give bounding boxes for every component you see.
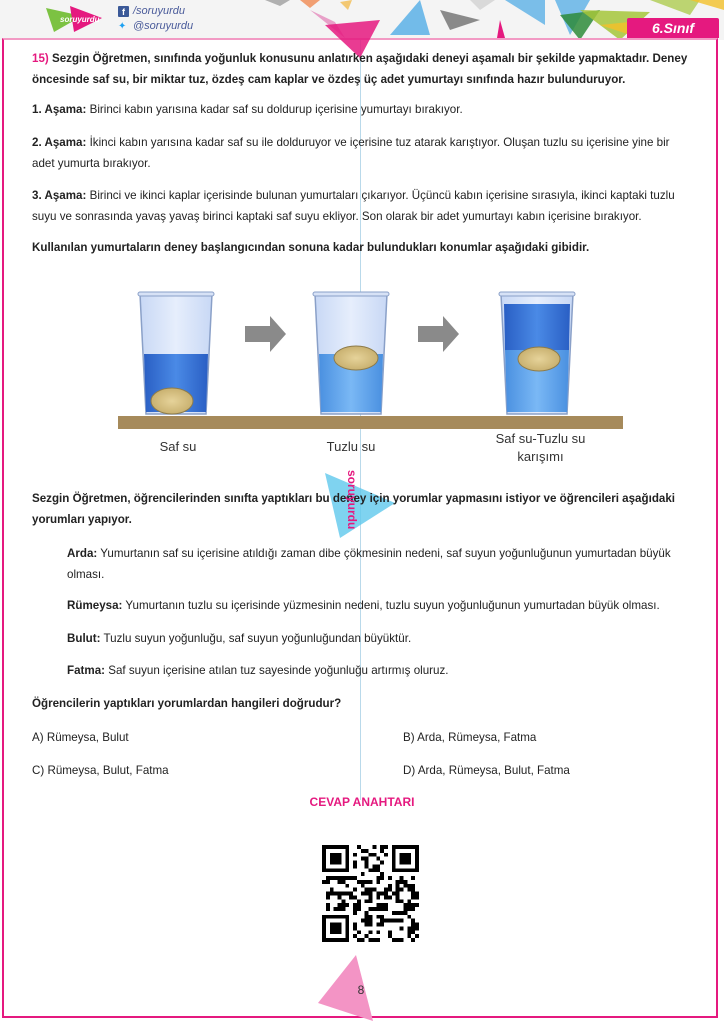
stage-text: Birinci ve ikinci kaplar içerisinde bulunan yumurtaları çıkarıyor. Üçüncü kabın içerisine sırasıyla, ikinci kaptaki tuzlu suyu ve sonrasında yavaş yavaş birinci kaptaki saf suyu ekliyor. Son olarak bir adet yumurtayı kabın içerisine bırakıyor. — [32, 189, 675, 223]
student-name: Rümeysa: — [67, 599, 123, 612]
egg-floating — [334, 346, 378, 370]
stage-3 — [32, 185, 697, 227]
experiment-figure — [118, 290, 628, 470]
shelf — [118, 416, 623, 429]
soruyurdu-logo — [36, 4, 106, 34]
label-mixture-line2: karışımı — [517, 449, 564, 464]
twitter-icon: ✦ — [118, 20, 127, 32]
twitter-link[interactable] — [118, 19, 193, 34]
request-statement: Sezgin Öğretmen, öğrencilerinden sınıfta yaptıkları bu deney için yorumlar yapmasını istiyor ve öğrencileri aşağıdaki yorumları yapıyor. — [32, 492, 676, 526]
stage-label: 2. Aşama: — [32, 136, 87, 149]
arrow-icon — [418, 316, 459, 352]
question-prompt: Öğrencilerin yaptıkları yorumlardan hangileri doğrudur? — [32, 697, 342, 710]
twitter-handle: @soruyurdu — [133, 20, 194, 32]
intro-text: Sezgin Öğretmen, sınıfında yoğunluk konusunu anlatırken aşağıdaki deneyi aşamalı bir şekilde yapmaktadır. Deney öncesinde saf su, bir miktar tuz, özdeş cam kaplar ve özdeş üç adet yumurtayı sınıfında hazır bulunduruyor. — [32, 52, 688, 86]
answer-key-label: CEVAP ANAHTARI — [309, 795, 415, 809]
comment-text: Tuzlu suyun yoğunluğu, saf suyun yoğunluğundan büyüktür. — [100, 632, 412, 645]
label-mixture-line1: Saf su-Tuzlu su — [495, 431, 586, 446]
facebook-handle: /soruyurdu — [133, 5, 185, 17]
page-number: 8 — [357, 983, 365, 997]
stage-text: İkinci kabın yarısına kadar saf su ile dolduruyor ve içerisine tuz atarak karıştıyor. Oluşan tuzlu su içerisine yine bir adet yumurta bırakıyor. — [32, 136, 670, 170]
watermark: soruyurdu — [345, 470, 359, 530]
comment-text: Yumurtanın saf su içerisine atıldığı zaman dibe çökmesinin nedeni, saf suyun yoğunluğunun yumurtadan büyük olması. — [67, 547, 671, 581]
comment-fatma — [67, 660, 697, 681]
question-intro — [32, 48, 692, 90]
social-links — [118, 4, 193, 34]
facebook-icon: f — [118, 6, 129, 17]
label-salt-water: Tuzlu su — [326, 439, 376, 454]
egg-sunk — [151, 388, 193, 414]
egg-middle — [518, 347, 560, 371]
option-a[interactable]: A) Rümeysa, Bulut — [32, 731, 129, 744]
cup-pure-water — [138, 292, 214, 414]
arrow-icon — [245, 316, 286, 352]
option-c[interactable]: C) Rümeysa, Bulut, Fatma — [32, 764, 169, 777]
stage-label: 1. Aşama: — [32, 103, 87, 116]
stage-2 — [32, 132, 692, 174]
option-d[interactable]: D) Arda, Rümeysa, Bulut, Fatma — [403, 764, 570, 777]
comment-arda — [67, 543, 697, 585]
stage-text: Birinci kabın yarısına kadar saf su doldurup içerisine yumurtayı bırakıyor. — [86, 103, 463, 116]
logo-text: soruyurdu — [60, 15, 100, 24]
question-number: 15) — [32, 52, 49, 65]
comment-text: Yumurtanın tuzlu su içerisinde yüzmesinin nedeni, tuzlu suyun yoğunluğunun yumurtadan büyük olması. — [122, 599, 660, 612]
comment-rumeysa — [67, 595, 697, 616]
student-name: Arda: — [67, 547, 98, 560]
positions-statement: Kullanılan yumurtaların deney başlangıcından sonuna kadar bulundukları konumlar aşağıdaki gibidir. — [32, 241, 590, 254]
student-name: Fatma: — [67, 664, 106, 677]
facebook-link[interactable] — [118, 4, 193, 19]
stage-label: 3. Aşama: — [32, 189, 87, 202]
cup-mixture — [499, 292, 575, 414]
answer-key-qr-code[interactable] — [322, 845, 419, 942]
grade-badge: 6.Sınıf — [627, 18, 719, 38]
cup-salt-water — [313, 292, 389, 414]
stage-1 — [32, 99, 692, 120]
comment-bulut — [67, 628, 697, 649]
comment-text: Saf suyun içerisine atılan tuz sayesinde yoğunluğu artırmış oluruz. — [105, 664, 449, 677]
student-name: Bulut: — [67, 632, 101, 645]
label-pure-water: Saf su — [159, 439, 197, 454]
experiment-illustration — [118, 290, 628, 435]
option-b[interactable]: B) Arda, Rümeysa, Fatma — [403, 731, 537, 744]
